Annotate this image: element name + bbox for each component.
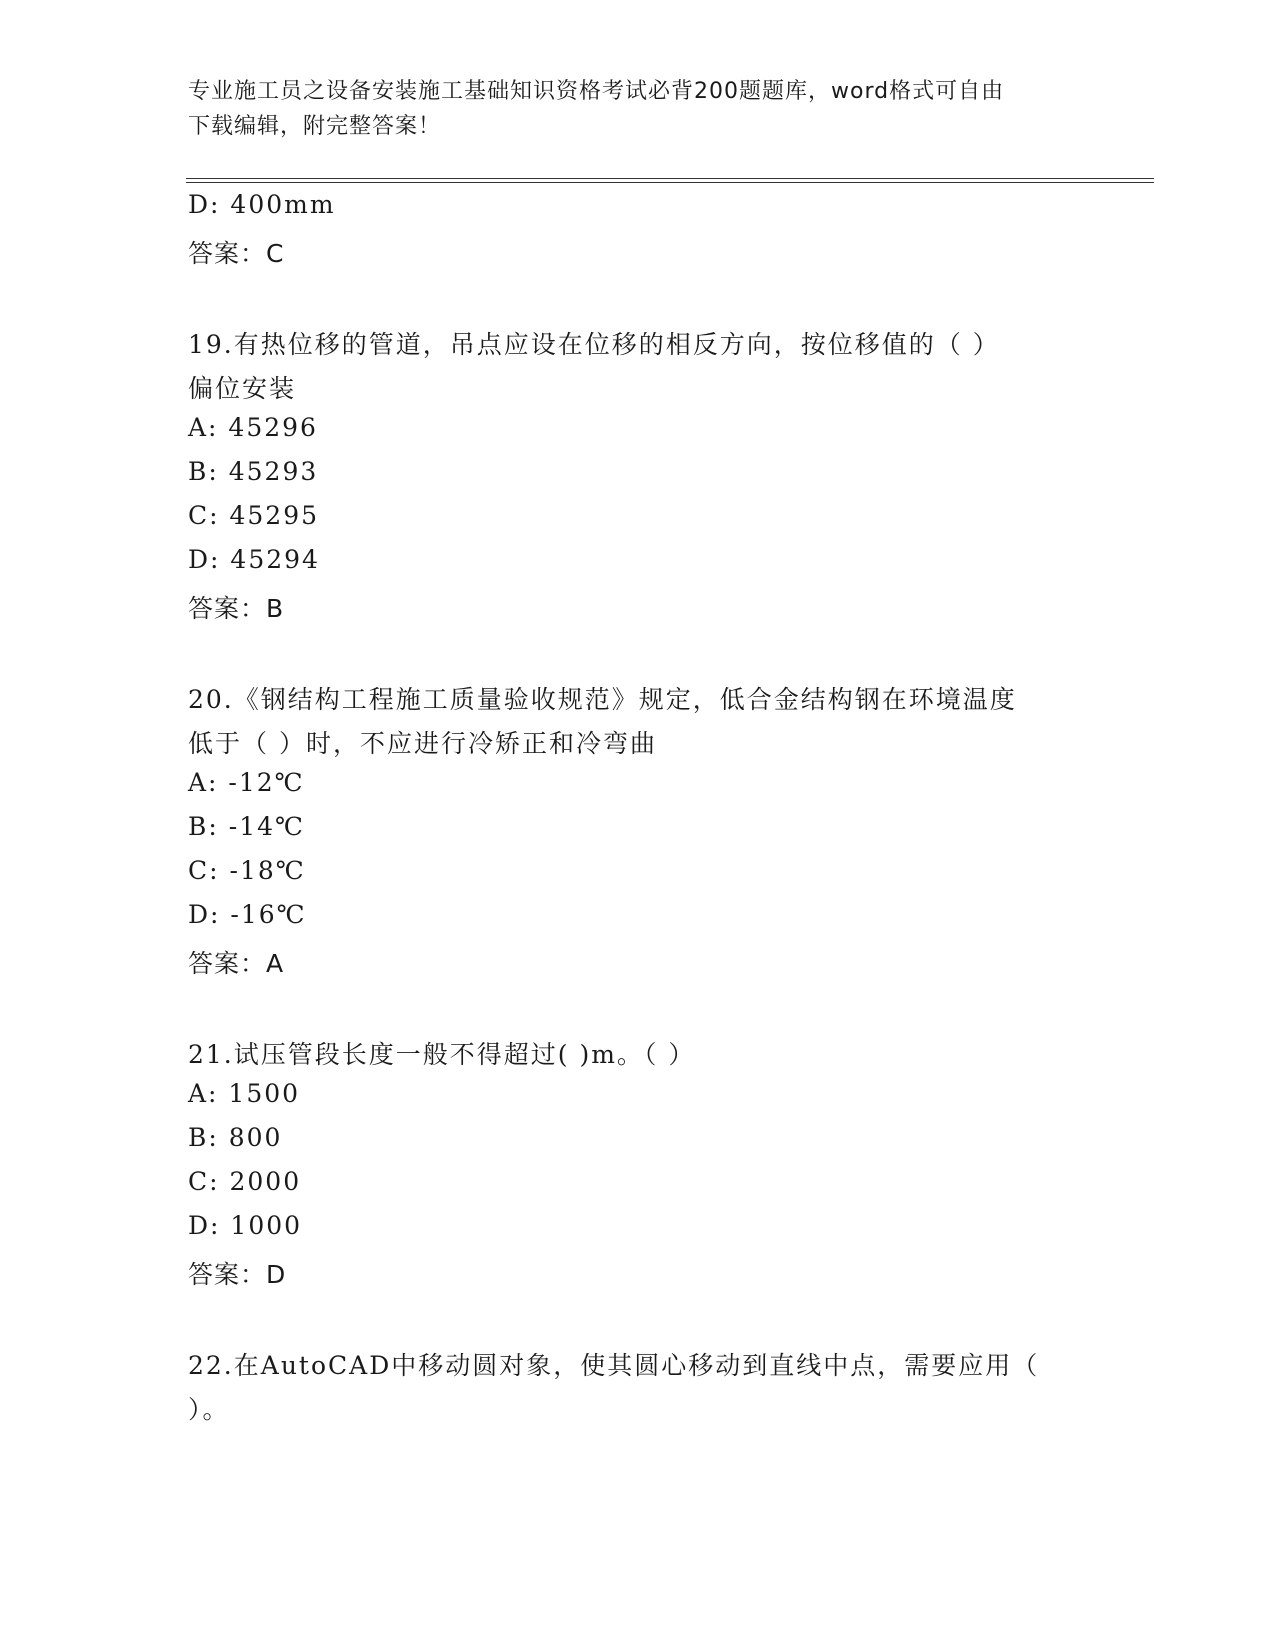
- header-divider-bottom: [186, 182, 1154, 183]
- q21-stem-line-1: 21.试压管段长度一般不得超过( )m。（ ）: [188, 1040, 696, 1069]
- q21-option-a: A: 1500: [188, 1079, 301, 1108]
- header-title-line-2: 下载编辑，附完整答案！: [188, 114, 442, 139]
- prev-option-d: D: 400mm: [188, 190, 336, 219]
- q19-stem-line-1: 19.有热位移的管道，吊点应设在位移的相反方向，按位移值的（ ）: [188, 330, 1000, 359]
- q20-stem-line-2: 低于（ ）时，不应进行冷矫正和冷弯曲: [188, 729, 657, 758]
- q19-option-a: A: 45296: [188, 413, 318, 442]
- q19-option-b: B: 45293: [188, 457, 319, 486]
- q20-option-d: D: -16℃: [188, 900, 307, 929]
- q21-option-d: D: 1000: [188, 1211, 303, 1240]
- q22-stem-line-2: ）。: [188, 1395, 230, 1424]
- q21-option-b: B: 800: [188, 1123, 283, 1152]
- q20-stem-line-1: 20.《钢结构工程施工质量验收规范》规定，低合金结构钢在环境温度: [188, 685, 1017, 714]
- q21-answer: 答案：D: [188, 1260, 287, 1289]
- q20-option-a: A: -12℃: [188, 768, 305, 797]
- q21-option-c: C: 2000: [188, 1167, 302, 1196]
- header-divider-top: [186, 178, 1154, 179]
- q20-option-c: C: -18℃: [188, 856, 306, 885]
- q19-stem-line-2: 偏位安装: [188, 374, 297, 403]
- document-header: [188, 74, 1068, 144]
- q19-option-c: C: 45295: [188, 501, 320, 530]
- q19-answer: 答案：B: [188, 594, 285, 623]
- header-title-line-1: 专业施工员之设备安装施工基础知识资格考试必背200题题库，word格式可自由: [188, 79, 1005, 104]
- q20-option-b: B: -14℃: [188, 812, 305, 841]
- q19-option-d: D: 45294: [188, 545, 320, 574]
- q22-stem-line-1: 22.在AutoCAD中移动圆对象，使其圆心移动到直线中点，需要应用（: [188, 1351, 1040, 1380]
- prev-answer: 答案：C: [188, 239, 285, 268]
- q20-answer: 答案：A: [188, 949, 285, 978]
